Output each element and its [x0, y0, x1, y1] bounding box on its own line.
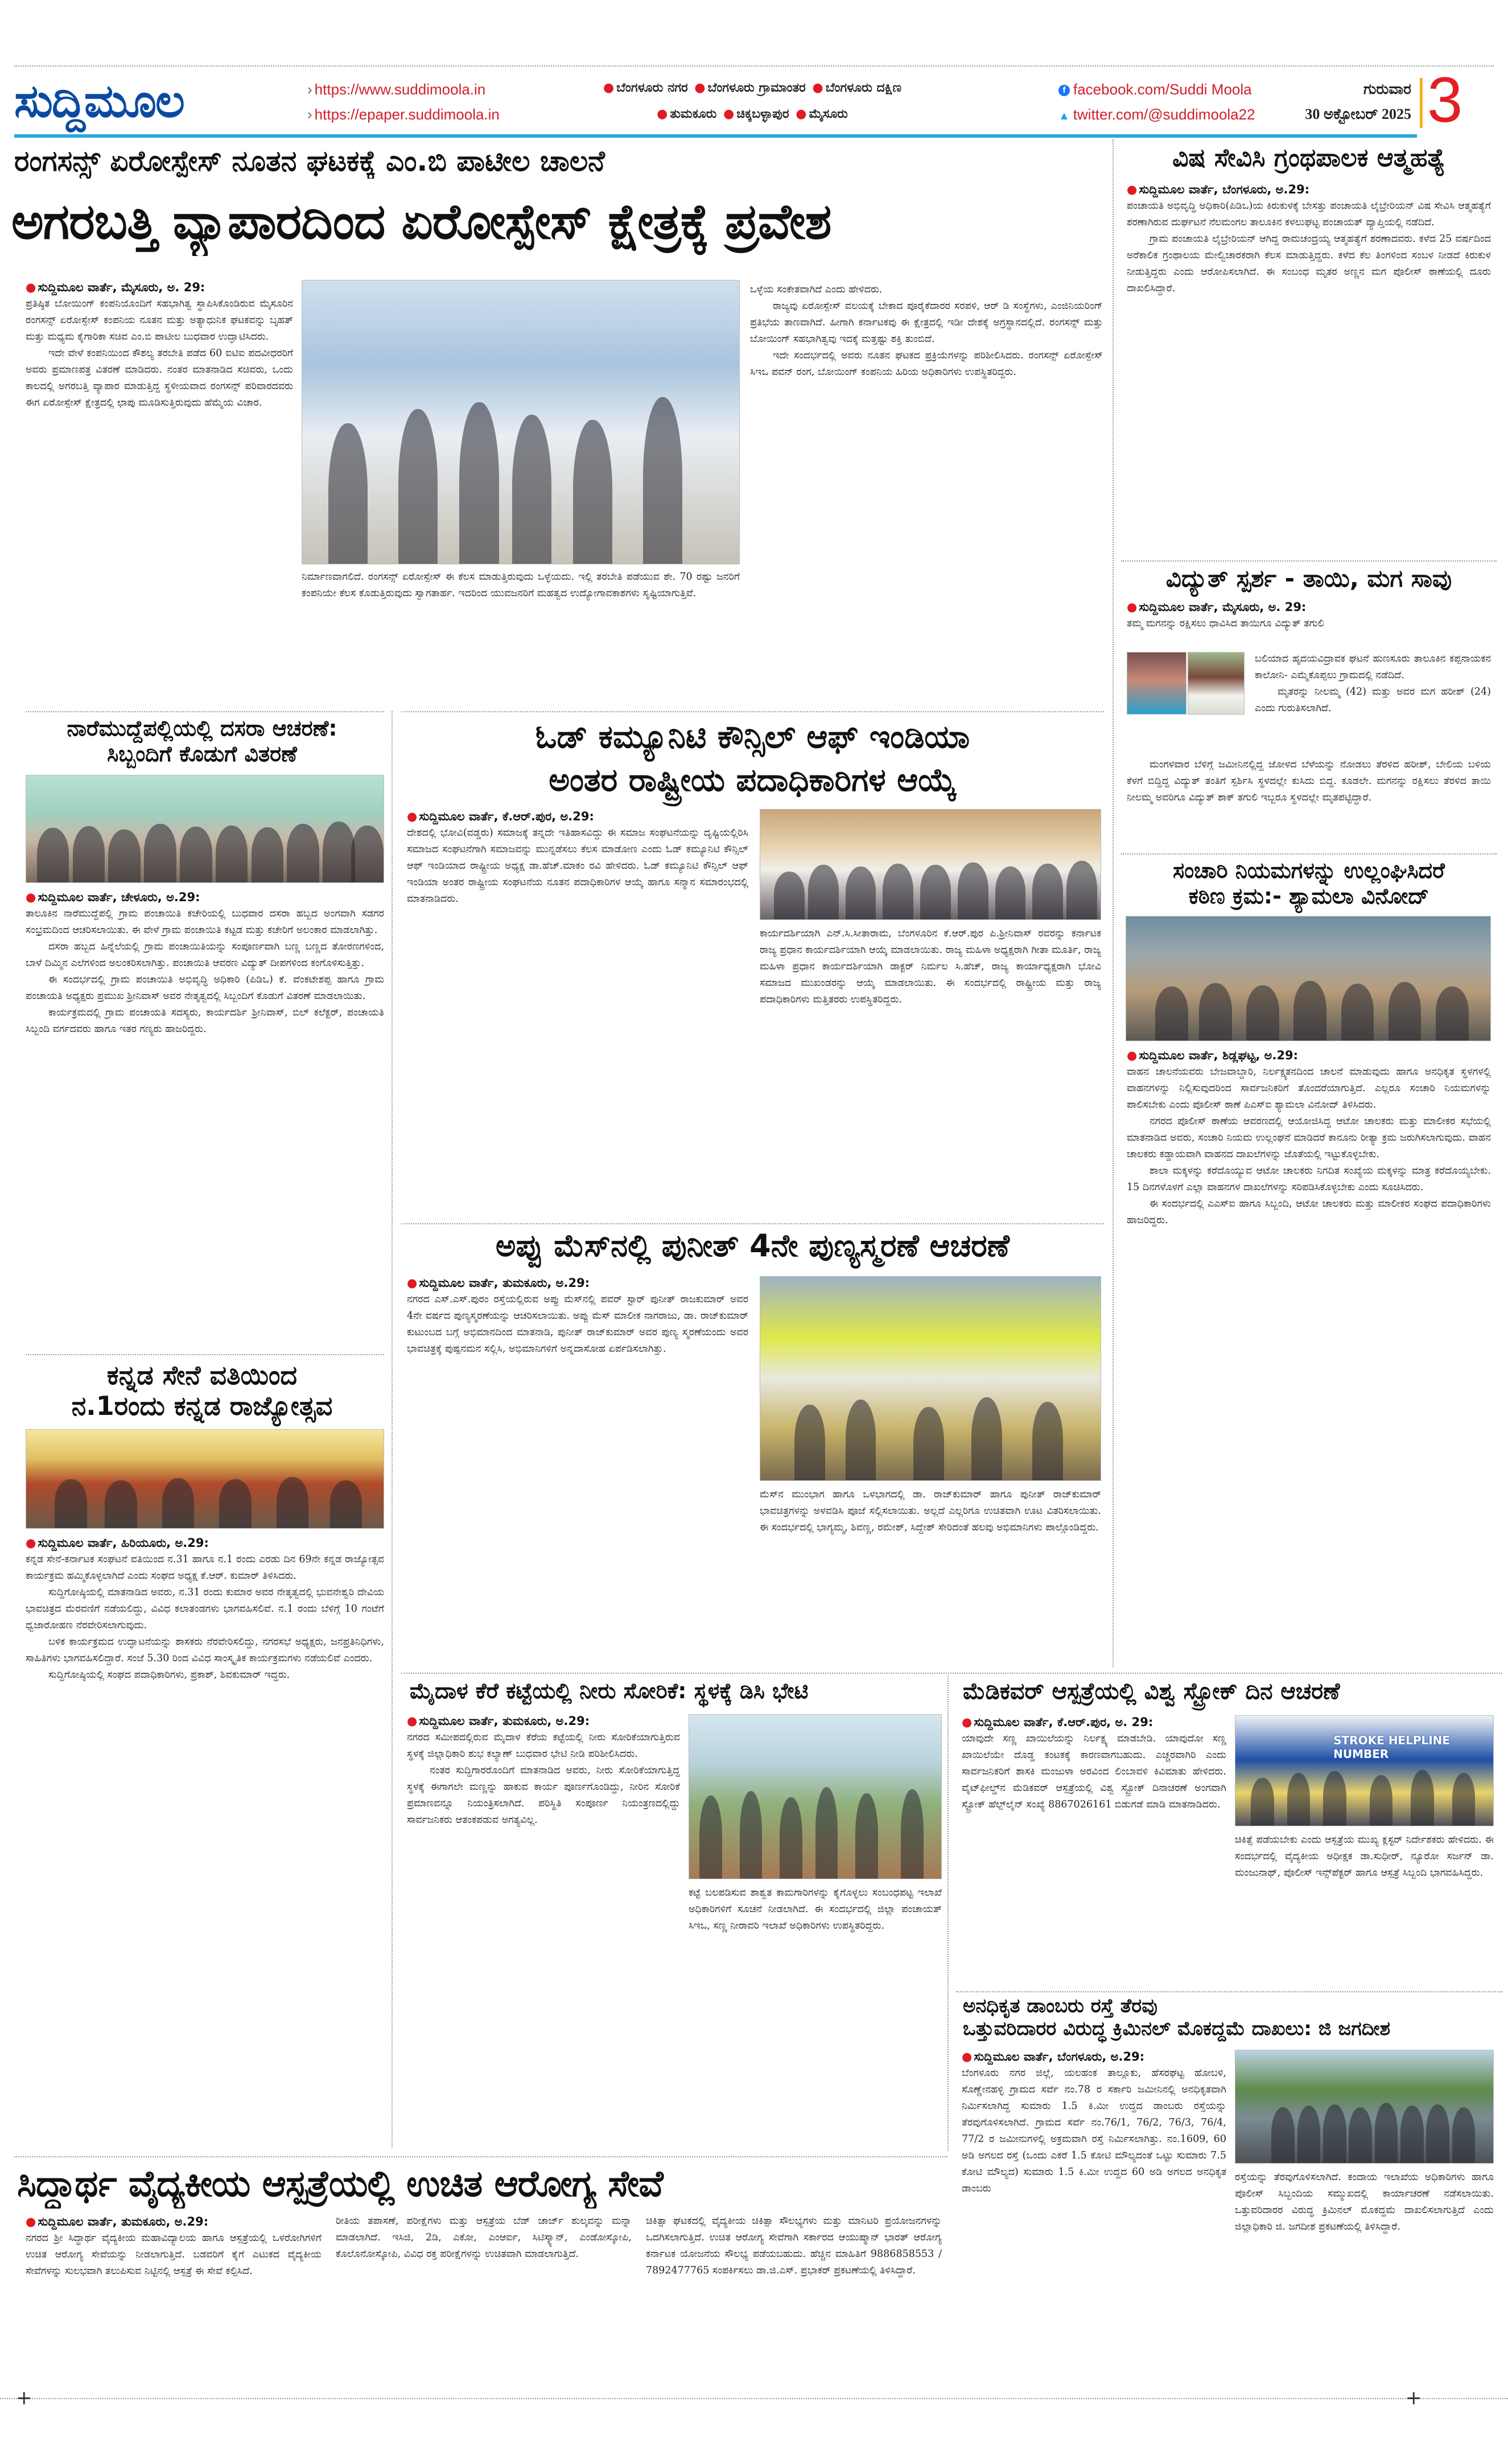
paragraph: ಗ್ರಾಮ ಪಂಚಾಯತಿ ಲೈಬ್ರೇರಿಯನ್ ಆಗಿದ್ದ ರಾಮಚಂದ್ರಯ್ಯ ಆತ್ಮಹತ್ಯೆಗೆ ಶರಣಾದವರು. ಕಳೆದ 25 ವರ್ಷದಿಂದ ಅರೆಕಾಲಿಕ ಗ್ರಂಥಾಲಯ ಮೇಲ್ವಿಚಾರಕರಾಗಿ ಕೆಲಸ ಮಾಡುತ್ತಿದ್ದರು. ಕಳೆದ ಕೆಲ ತಿಂಗಳಿಂದ ಸಂಬಳ ನೀಡದೆ ಕಿರುಕುಳ ನೀಡುತ್ತಿದ್ದರು ಎಂದು ಆರೋಪಿಸಲಾಗಿದೆ. ಈ ಸಂಬಂಧ ಮೃತರ ಅಣ್ಣನ ಮಗ ಪೊಲೀಸ್ ಠಾಣೆಯಲ್ಲಿ ದೂರು ದಾಖಲಿಸಿದ್ದಾರೆ. [1127, 233, 1491, 294]
masthead-bottom-rule [14, 134, 1417, 138]
victim-photo-son[interactable] [1188, 652, 1245, 715]
siddhartha-article-col2 [336, 2213, 632, 2263]
paragraph: ನಿರ್ಮಾಣವಾಗಲಿದೆ. ರಂಗಸನ್ಸ್ ಏರೋಸ್ಪೇಸ್ ಈ ಕೆಲಸ ಮಾಡುತ್ತಿರುವುದು ಒಳ್ಳೆಯದು. ಇಲ್ಲಿ ತರಬೇತಿ ಪಡೆಯುವ ಶೇ. 70 ರಷ್ಟು ಜನರಿಗೆ ಕಂಪನಿಯೇ ಕೆಲಸ ಕೊಡುತ್ತಿರುವುದು ಸ್ವಾಗತಾರ್ಹ. ಇದರಿಂದ ಯುವಜನರಿಗೆ ಮಹತ್ವದ ಉದ್ಯೋಗಾವಕಾಶಗಳು ಸೃಷ್ಟಿಯಾಗುತ್ತಿವೆ. [302, 571, 740, 599]
kannada-sene-article: ● ಸುದ್ದಿಮೂಲ ವಾರ್ತೆ, ಹಿರಿಯೂರು, ಅ.29: ಕನ್ನಡ ಸೇನೆ-ಕರ್ನಾಟಕ ಸಂಘಟನೆ ವತಿಯಿಂದ ನ.31 ಹಾಗೂ ನ.1 ರಂದು ಎರಡು ದಿನ 69ನೇ ಕನ್ನಡ ರಾಜ್ಯೋತ್ಸವ ಕಾರ್ಯಕ್ರಮ ಹಮ್ಮಿಕೊಳ್ಳಲಾಗಿದೆ ಎಂದು ಸಂಘದ ಅಧ್ಯಕ್ಷ ಕೆ.ಆರ್. ಕುಮಾರ್ ತಿಳಿಸಿದರು. ಸುದ್ದಿಗೋಷ್ಠಿಯಲ್ಲಿ ಮಾತನಾಡಿದ ಅವರು, ನ.31 ರಂದು ಕುಮಾರ ಅವರ ನೇತೃತ್ವದಲ್ಲಿ ಭುವನೇಶ್ವರಿ ದೇವಿಯ ಭಾವಚಿತ್ರದ ಮೆರವಣಿಗೆ ನಡೆಯಲಿದ್ದು, ವಿವಿಧ ಕಲಾತಂಡಗಳು ಭಾಗವಹಿಸಲಿವೆ. ನ.1 ರಂದು ಬೆಳಿಗ್ಗೆ 10 ಗಂಟೆಗೆ ಧ್ವಜಾರೋಹಣ ನೆರವೇರಿಸಲಾಗುವುದು. ಬಳಿಕ ಕಾರ್ಯಕ್ರಮದ ಉದ್ಘಾಟನೆಯನ್ನು ಶಾಸಕರು ನೆರವೇರಿಸಲಿದ್ದು, ನಗರಸಭೆ ಅಧ್ಯಕ್ಷರು, ಜನಪ್ರತಿನಿಧಿಗಳು, ಸಾಹಿತಿಗಳು ಭಾಗವಹಿಸಲಿದ್ದಾರೆ. ಸಂಜೆ 5.30 ರಿಂದ ವಿವಿಧ ಸಾಂಸ್ಕೃತಿಕ ಕಾರ್ಯಕ್ರಮಗಳು ನಡೆಯಲಿವೆ ಎಂದರು. ಸುದ್ದಿಗೋಷ್ಠಿಯಲ್ಲಿ ಸಂಘದ ಪದಾಧಿಕಾರಿಗಳು, ಪ್ರಕಾಶ್, ಶಿವಕುಮಾರ್ ಇದ್ದರು. [26, 1534, 384, 1683]
electrocution-article-cont [1255, 651, 1491, 717]
lead-photo-minister-inspection[interactable] [302, 280, 740, 564]
issue-date [1269, 77, 1411, 127]
paragraph: ನಂತರ ಸುದ್ದಿಗಾರರೊಂದಿಗೆ ಮಾತನಾಡಿದ ಅವರು, ನೀರು ಸೋರಿಕೆಯಾಗುತ್ತಿದ್ದ ಸ್ಥಳಕ್ಕೆ ಈಗಾಗಲೇ ಮಣ್ಣನ್ನು ಹಾಕುವ ಕಾರ್ಯ ಪೂರ್ಣಗೊಂಡಿದ್ದು, ನೀರಿನ ಸೋರಿಕೆ ಪ್ರಮಾಣವನ್ನೂ ನಿಯಂತ್ರಿಸಲಾಗಿದೆ. ಪರಿಸ್ಥಿತಿ ಸಂಪೂರ್ಣ ನಿಯಂತ್ರಣದಲ್ಲಿದ್ದು ಸಾರ್ವಜನಿಕರು ಆತಂಕಪಡುವ ಅಗತ್ಯವಿಲ್ಲ. [407, 1765, 680, 1826]
bullet-icon: ● [962, 1715, 973, 1729]
electrocution-article-tail [1127, 757, 1491, 806]
section-divider [956, 1991, 1502, 1992]
facebook-icon: f [1058, 85, 1070, 96]
paragraph: ನಗರದ ಶ್ರೀ ಸಿದ್ಧಾರ್ಥ ವೈದ್ಯಕೀಯ ಮಹಾವಿದ್ಯಾಲಯ ಹಾಗೂ ಆಸ್ಪತ್ರೆಯಲ್ಲಿ ಒಳರೋಗಿಗಳಿಗೆ ಉಚಿತ ಆರೋಗ್ಯ ಸೇವೆಯನ್ನು ನೀಡಲಾಗುತ್ತಿದೆ. ಬಡವರಿಗೆ ಕೈಗೆ ಎಟುಕದ ವೈದ್ಯಕೀಯ ಸೇವೆಗಳನ್ನು ಸುಲಭವಾಗಿ ತಲುಪಿಸುವ ನಿಟ್ಟಿನಲ್ಲಿ ಆಸ್ಪತ್ರೆ ಈ ಸೇವೆ ಕಲ್ಪಿಸಿದೆ. [26, 2232, 322, 2277]
maidala-lake-article-cont [689, 1885, 942, 1934]
dasara-headline[interactable]: ನಾರೆಮುದ್ದೆಪಲ್ಲಿಯಲ್ಲಿ ದಸರಾ ಆಚರಣೆ: ಸಿಬ್ಬಂದಿಗೆ ಕೊಡುಗೆ ವಿತರಣೆ [67, 716, 337, 766]
edition-regions [546, 75, 956, 127]
paragraph: ಕಟ್ಟೆ ಬಲಪಡಿಸುವ ಶಾಶ್ವತ ಕಾಮಗಾರಿಗಳನ್ನು ಕೈಗೊಳ್ಳಲು ಸಂಬಂಧಪಟ್ಟ ಇಲಾಖೆ ಅಧಿಕಾರಿಗಳಿಗೆ ಸೂಚನೆ ನೀಡಲಾಗಿದೆ. ಈ ಸಂದರ್ಭದಲ್ಲಿ ಜಿಲ್ಲಾ ಪಂಚಾಯತ್ ಸಿಇಒ, ಸಣ್ಣ ನೀರಾವರಿ ಇಲಾಖೆ ಅಧಿಕಾರಿಗಳು ಉಪಸ್ಥಿತರಿದ್ದರು. [689, 1887, 942, 1931]
paragraph: ತಮ್ಮ ಮಗನನ್ನು ರಕ್ಷಿಸಲು ಧಾವಿಸಿದ ತಾಯಿಗೂ ವಿದ್ಯುತ್ ತಗುಲಿ [1127, 618, 1324, 629]
section-divider [26, 711, 384, 712]
bullet-icon: ● [657, 107, 668, 121]
dasara-group-photo[interactable] [26, 775, 384, 883]
paragraph: ದಸರಾ ಹಬ್ಬದ ಹಿನ್ನೆಲೆಯಲ್ಲಿ ಗ್ರಾಮ ಪಂಚಾಯಿತಿಯನ್ನು ಸಂಪೂರ್ಣವಾಗಿ ಬಣ್ಣ ಬಣ್ಣದ ತೋರಣಗಳಿಂದ, ಬಾಳೆ ದಿಮ್ಮಿನ ಎಲೆಗಳಿಂದ ಅಲಂಕರಿಸಲಾಗಿತ್ತು. ಪಂಚಾಯಿತಿ ಆವರಣ ವಿದ್ಯುತ್ ದೀಪಗಳಿಂದ ಕಂಗೊಳಿಸುತ್ತಿತ್ತು. [26, 941, 384, 969]
section-divider [1121, 560, 1497, 562]
paragraph: ರೀತಿಯ ತಪಾಸಣೆ, ಪರೀಕ್ಷೆಗಳು ಮತ್ತು ಆಸ್ಪತ್ರೆಯ ಬೆಡ್ ಚಾರ್ಜ್ ಶುಲ್ಕವನ್ನು ಮನ್ನಾ ಮಾಡಲಾಗಿದೆ. ಇಸಿಜಿ, 2ಡಿ, ಎಕೋ, ಎಂಆರ್ಐ, ಸಿಟಿಸ್ಕ್ಯಾನ್, ಎಂಡೋಸ್ಕೋಪಿ, ಕೊಲೊನೋಸ್ಕೋಪಿ, ವಿವಿಧ ರಕ್ತ ಪರೀಕ್ಷೆಗಳನ್ನು ಉಚಿತವಾಗಿ ಮಾಡಲಾಗುತ್ತಿದೆ. [336, 2215, 632, 2260]
medicover-article-cont [1235, 1832, 1494, 1881]
kannada-sene-press-photo[interactable] [26, 1429, 384, 1529]
chevron-right-icon: › [307, 81, 312, 98]
paragraph: ಚಿಕಿತ್ಸೆ ಪಡೆಯಬೇಕು ಎಂದು ಆಸ್ಪತ್ರೆಯ ಮುಖ್ಯ ಕ್ಲಸ್ಟರ್ ನಿರ್ದೇಶಕರು ಹೇಳಿದರು. ಈ ಸಂದರ್ಭದಲ್ಲಿ ವೈದ್ಯಕೀಯ ಅಧೀಕ್ಷಕ ಡಾ.ಸುಧೀರ್, ನ್ಯೂರೋ ಸರ್ಜನ್ ಡಾ. ಮಂಜುನಾಥ್, ಪೊಲೀಸ್ ಇನ್ಸ್‌ಪೆಕ್ಟರ್ ಹಾಗೂ ಆಸ್ಪತ್ರೆ ಸಿಬ್ಬಂದಿ ಭಾಗವಹಿಸಿದ್ದರು. [1235, 1834, 1494, 1879]
odde-council-headline[interactable]: ಓಡ್ ಕಮ್ಯೂನಿಟಿ ಕೌನ್ಸಿಲ್ ಆಫ್ ಇಂಡಿಯಾ ಅಂತರ ರಾಷ್ಟ್ರೀಯ ಪದಾಧಿಕಾರಿಗಳ ಆಯ್ಕೆ [535, 719, 970, 799]
electrocution-headline[interactable]: ವಿದ್ಯುತ್ ಸ್ಪರ್ಶ - ತಾಯಿ, ಮಗ ಸಾವು [1165, 564, 1452, 592]
twitter-icon: ▲ [1058, 110, 1070, 122]
bullet-icon: ● [723, 107, 735, 121]
medicover-headline[interactable]: ಮೆಡಿಕವರ್ ಆಸ್ಪತ್ರೆಯಲ್ಲಿ ವಿಶ್ವ ಸ್ಟ್ರೋಕ್ ದಿನ ಆಚರಣೆ [963, 1678, 1340, 1704]
lead-article-col3 [750, 282, 1103, 381]
bullet-icon: ● [26, 280, 36, 294]
region-item: ಬೆಂಗಳೂರು ದಕ್ಷಿಣ [825, 81, 902, 95]
paragraph: ಇದೇ ವೇಳೆ ಕಂಪನಿಯಿಂದ ಕೌಶಲ್ಯ ತರಬೇತಿ ಪಡೆದ 60 ಐಟಿಐ ಪದವೀಧರರಿಗೆ ಅವರು ಪ್ರಮಾಣಪತ್ರ ವಿತರಣೆ ಮಾಡಿದರು. ನಂತರ ಮಾತನಾಡಿದ ಸಚಿವರು, ಒಂದು ಕಾಲದಲ್ಲಿ ಅಗರಬತ್ತಿ ವ್ಯಾಪಾರ ಮಾಡುತ್ತಿದ್ದ ಸ್ಥಳೀಯವಾದ ರಂಗಸನ್ಸ್ ಪರಿವಾರದವರು ಈಗ ಏರೋಸ್ಪೇಸ್ ಕ್ಷೇತ್ರದಲ್ಲಿ ಛಾಪು ಮೂಡಿಸುತ್ತಿರುವುದು ಹೆಮ್ಮೆಯ ವಿಚಾರ. [26, 348, 293, 408]
paragraph: ರಾಜ್ಯವು ಏರೋಸ್ಪೇಸ್ ವಲಯಕ್ಕೆ ಬೇಕಾದ ಪೂರೈಕೆದಾರರ ಸರಪಳಿ, ಆರ್ ಡಿ ಸಂಸ್ಥೆಗಳು, ಎಂಜಿನಿಯರಿಂಗ್ ಪ್ರತಿಭೆಯ ತಾಣವಾಗಿದೆ. ಹೀಗಾಗಿ ಕರ್ನಾಟಕವು ಈ ಕ್ಷೇತ್ರದಲ್ಲಿ ಇಡೀ ದೇಶಕ್ಕೆ ಅಗ್ರಸ್ಥಾನದಲ್ಲಿದೆ. ರಂಗಸನ್ಸ್ ಮತ್ತು ಬೋಯಿಂಗ್ ಸಹಭಾಗಿತ್ವವು ಇದಕ್ಕೆ ಮತ್ತಷ್ಟು ಶಕ್ತಿ ತುಂಬಿದೆ. [750, 300, 1103, 345]
appu-mess-headline[interactable]: ಅಪ್ಪು ಮೆಸ್‌ನಲ್ಲಿ ಪುನೀತ್ 4ನೇ ಪುಣ್ಯಸ್ಮರಣೆ ಆಚರಣೆ [495, 1228, 1010, 1264]
tar-road-article: ● ಸುದ್ದಿಮೂಲ ವಾರ್ತೆ, ಬೆಂಗಳೂರು, ಅ.29: ಬೆಂಗಳೂರು ನಗರ ಜಿಲ್ಲೆ, ಯಲಹಂಕ ತಾಲ್ಲೂಕು, ಹೆಸರಘಟ್ಟ ಹೋಬಳಿ, ಸೊಣ್ಣೇನಹಳ್ಳಿ ಗ್ರಾಮದ ಸರ್ವೆ ನಂ.78 ರ ಸರ್ಕಾರಿ ಜಮೀನಿನಲ್ಲಿ ಅನಧಿಕೃತವಾಗಿ ನಿರ್ಮಿಸಲಾಗಿದ್ದ ಸುಮಾರು 1.5 ಕಿ.ಮೀ ಉದ್ದದ ಡಾಂಬರು ರಸ್ತೆಯನ್ನು ತೆರವುಗೊಳಿಸಲಾಗಿದೆ. ಗ್ರಾಮದ ಸರ್ವೆ ನಂ.76/1, 76/2, 76/3, 76/4, 77/2 ರ ಜಮೀನುಗಳಲ್ಲಿ ಅಕ್ರಮವಾಗಿ ರಸ್ತೆ ನಿರ್ಮಿಸಲಾಗಿತ್ತು. ನಂ.1609, 60 ಅಡಿ ಅಗಲದ ರಸ್ತೆ (ಒಂದು ಎಕರೆ 1.5 ಕೋಟಿ ಮೌಲ್ಯದಂತೆ ಒಟ್ಟು ಸುಮಾರು 7.5 ಕೋಟಿ ಮೌಲ್ಯದ) ಸುಮಾರು 1.5 ಕಿ.ಮೀ ಉದ್ದದ 60 ಅಡಿ ಅಗಲದ ಅನಧಿಕೃತ ಡಾಂಬರು [962, 2048, 1226, 2197]
paragraph: ನಗರದ ಸಮೀಪದಲ್ಲಿರುವ ಮೈದಾಳ ಕೆರೆಯ ಕಟ್ಟೆಯಲ್ಲಿ ನೀರು ಸೋರಿಕೆಯಾಗುತ್ತಿರುವ ಸ್ಥಳಕ್ಕೆ ಜಿಲ್ಲಾಧಿಕಾರಿ ಶುಭ ಕಲ್ಯಾಣ್ ಬುಧವಾರ ಭೇಟಿ ನೀಡಿ ಪರಿಶೀಲಿಸಿದರು. [407, 1732, 680, 1760]
paragraph: ರಸ್ತೆಯನ್ನು ತೆರವುಗೊಳಿಸಲಾಗಿದೆ. ಕಂದಾಯ ಇಲಾಖೆಯ ಅಧಿಕಾರಿಗಳು ಹಾಗೂ ಪೊಲೀಸ್ ಸಿಬ್ಬಂದಿಯ ಸಮ್ಮುಖದಲ್ಲಿ ಕಾರ್ಯಾಚರಣೆ ನಡೆಸಲಾಯಿತು. ಒತ್ತುವರಿದಾರರ ವಿರುದ್ಧ ಕ್ರಿಮಿನಲ್ ಮೊಕದ್ದಮೆ ದಾಖಲಿಸಲಾಗುತ್ತಿದೆ ಎಂದು ಜಿಲ್ಲಾಧಿಕಾರಿ ಜಿ. ಜಗದೀಶ ಪ್ರಕಟಣೆಯಲ್ಲಿ ತಿಳಿಸಿದ್ದಾರೆ. [1235, 2172, 1494, 2232]
tar-road-headline[interactable]: ಅನಧಿಕೃತ ಡಾಂಬರು ರಸ್ತೆ ತೆರವು ಒತ್ತುವರಿದಾರರ ವಿರುದ್ಧ ಕ್ರಿಮಿನಲ್ ಮೊಕದ್ದಮೆ ದಾಖಲು: ಜಿ ಜಗದೀಶ [963, 1995, 1391, 2041]
maidala-lake-headline[interactable]: ಮೈದಾಳ ಕೆರೆ ಕಟ್ಟೆಯಲ್ಲಿ ನೀರು ಸೋರಿಕೆ: ಸ್ಥಳಕ್ಕೆ ಡಿಸಿ ಭೇಟಿ [410, 1678, 809, 1703]
section-divider [14, 2156, 947, 2157]
paragraph: ಒಳ್ಳೆಯ ಸಂಕೇತವಾಗಿದೆ ಎಂದು ಹೇಳಿದರು. [750, 284, 883, 295]
bullet-icon: ● [962, 2050, 973, 2063]
dasara-article: ● ಸುದ್ದಿಮೂಲ ವಾರ್ತೆ, ಚೇಳೂರು, ಅ.29: ತಾಲೂಕಿನ ನಾರೆಮುದ್ದೆಪಲ್ಲಿ ಗ್ರಾಮ ಪಂಚಾಯಿತಿ ಕಚೇರಿಯಲ್ಲಿ ಬುಧವಾರ ದಸರಾ ಹಬ್ಬದ ಅಂಗವಾಗಿ ಸಡಗರ ಸಂಭ್ರಮದಿಂದ ಆಚರಿಸಲಾಯಿತು. ಈ ವೇಳೆ ಗ್ರಾಮ ಪಂಚಾಯಿತಿ ಕಟ್ಟಡ ಮತ್ತು ಕಚೇರಿಗೆ ಅಲಂಕಾರ ಮಾಡಲಾಗಿತ್ತು. ದಸರಾ ಹಬ್ಬದ ಹಿನ್ನೆಲೆಯಲ್ಲಿ ಗ್ರಾಮ ಪಂಚಾಯಿತಿಯನ್ನು ಸಂಪೂರ್ಣವಾಗಿ ಬಣ್ಣ ಬಣ್ಣದ ತೋರಣಗಳಿಂದ, ಬಾಳೆ ದಿಮ್ಮಿನ ಎಲೆಗಳಿಂದ ಅಲಂಕರಿಸಲಾಗಿತ್ತು. ಪಂಚಾಯಿತಿ ಆವರಣ ವಿದ್ಯುತ್ ದೀಪಗಳಿಂದ ಕಂಗೊಳಿಸುತ್ತಿತ್ತು. ಈ ಸಂದರ್ಭದಲ್ಲಿ ಗ್ರಾಮ ಪಂಚಾಯಿತಿ ಅಭಿವೃದ್ಧಿ ಅಧಿಕಾರಿ (ಪಿಡಿಒ) ಕೆ. ವೆಂಕಟೇಶಪ್ಪ ಹಾಗೂ ಗ್ರಾಮ ಪಂಚಾಯತಿ ಅಧ್ಯಕ್ಷರು ಪ್ರಮುಖ ಶ್ರೀನಿವಾಸ್ ಅವರ ನೇತೃತ್ವದಲ್ಲಿ ಸಿಬ್ಬಂದಿಗೆ ಕೊಡುಗೆ ವಿತರಣೆ ಮಾಡಲಾಯಿತು. ಕಾರ್ಯಕ್ರಮದಲ್ಲಿ ಗ್ರಾಮ ಪಂಚಾಯತಿ ಸದಸ್ಯರು, ಕಾರ್ಯದರ್ಶಿ ಶ್ರೀನಿವಾಸ್, ಬಿಲ್ ಕಲೆಕ್ಟರ್, ಪಂಚಾಯತಿ ಸಿಬ್ಬಂದಿ ವರ್ಗದವರು ಹಾಗೂ ಇತರ ಗಣ್ಯರು ಹಾಜರಿದ್ದರು. [26, 889, 384, 1038]
paragraph: ತಾಲೂಕಿನ ನಾರೆಮುದ್ದೆಪಲ್ಲಿ ಗ್ರಾಮ ಪಂಚಾಯಿತಿ ಕಚೇರಿಯಲ್ಲಿ ಬುಧವಾರ ದಸರಾ ಹಬ್ಬದ ಅಂಗವಾಗಿ ಸಡಗರ ಸಂಭ್ರಮದಿಂದ ಆಚರಿಸಲಾಯಿತು. ಈ ವೇಳೆ ಗ್ರಾಮ ಪಂಚಾಯಿತಿ ಕಟ್ಟಡ ಮತ್ತು ಕಚೇರಿಗೆ ಅಲಂಕಾರ ಮಾಡಲಾಗಿತ್ತು. [26, 908, 384, 936]
stroke-banner-text: STROKE HELPLINE NUMBER [1333, 1733, 1451, 1761]
column-divider [392, 711, 393, 2148]
paragraph: ಬಲಿಯಾದ ಹೃದಯವಿದ್ರಾವಕ ಘಟನೆ ಹುಣಸೂರು ತಾಲೂಕಿನ ಕಪ್ಪನಾಯಕನ ಕಾಲೋನಿ- ಎಮ್ಮೆಕೊಪ್ಪಲು ಗ್ರಾಮದಲ್ಲಿ ನಡೆದಿದೆ. [1255, 653, 1491, 681]
paragraph: ಬಳಿಕ ಕಾರ್ಯಕ್ರಮದ ಉದ್ಘಾಟನೆಯನ್ನು ಶಾಸಕರು ನೆರವೇರಿಸಲಿದ್ದು, ನಗರಸಭೆ ಅಧ್ಯಕ್ಷರು, ಜನಪ್ರತಿನಿಧಿಗಳು, ಸಾಹಿತಿಗಳು ಭಾಗವಹಿಸಲಿದ್ದಾರೆ. ಸಂಜೆ 5.30 ರಿಂದ ವಿವಿಧ ಸಾಂಸ್ಕೃತಿಕ ಕಾರ್ಯಕ್ರಮಗಳು ನಡೆಯಲಿವೆ ಎಂದರು. [26, 1636, 384, 1664]
chevron-right-icon: › [307, 106, 312, 123]
social-links [1058, 77, 1255, 129]
paragraph: ದೇಶದಲ್ಲಿ ಭೋವಿ(ವಡ್ಡರು) ಸಮಾಜಕ್ಕೆ ತನ್ನದೇ ಇತಿಹಾಸವಿದ್ದು ಈ ಸಮಾಜ ಸಂಘಟನೆಯನ್ನು ದೃಷ್ಟಿಯಲ್ಲಿರಿಸಿ ಸಮಾಜದ ಸಂಘಟನೆಗಾಗಿ ಸಮಾಜವನ್ನು ಮುನ್ನಡೆಸಲು ಕೆಲಸ ಮಾಡೋಣ ಎಂದು ಓಡ್ ಕಮ್ಯೂನಿಟಿ ಕೌನ್ಸಿಲ್ ಆಫ್ ಇಂಡಿಯಾದ ರಾಷ್ಟ್ರೀಯ ಅಧ್ಯಕ್ಷ ಡಾ.ಹೆಚ್.ಮಾಕಂ ರವಿ ಹೇಳಿದರು. ಓಡ್ ಕಮ್ಯೂನಿಟಿ ಕೌನ್ಸಿಲ್ ಆಫ್ ಇಂಡಿಯಾ ಅಂತರ ರಾಷ್ಟ್ರೀಯ ಸಂಘಟನೆಯ ನೂತನ ಪದಾಧಿಕಾರಿಗಳ ಆಯ್ಕೆ ಹಾಗೂ ಸನ್ಮಾನ ಸಮಾರಂಭದಲ್ಲಿ ಮಾತನಾಡಿದರು. [407, 827, 748, 905]
paragraph: ಕಾರ್ಯಕ್ರಮದಲ್ಲಿ ಗ್ರಾಮ ಪಂಚಾಯತಿ ಸದಸ್ಯರು, ಕಾರ್ಯದರ್ಶಿ ಶ್ರೀನಿವಾಸ್, ಬಿಲ್ ಕಲೆಕ್ಟರ್, ಪಂಚಾಯತಿ ಸಿಬ್ಬಂದಿ ವರ್ಗದವರು ಹಾಗೂ ಇತರ ಗಣ್ಯರು ಹಾಜರಿದ್ದರು. [26, 1007, 384, 1035]
newspaper-logo[interactable]: ಸುದ್ದಿಮೂಲ [14, 75, 184, 127]
column-divider [1113, 139, 1114, 1667]
lead-headline[interactable]: ಅಗರಬತ್ತಿ ವ್ಯಾಪಾರದಿಂದ ಏರೋಸ್ಪೇಸ್ ಕ್ಷೇತ್ರಕ್ಕೆ ಪ್ರವೇಶ [11, 193, 831, 250]
traffic-article: ● ಸುದ್ದಿಮೂಲ ವಾರ್ತೆ, ಶಿಡ್ಲಘಟ್ಟ, ಅ.29: ವಾಹನ ಚಾಲನೆಯವರು ಬೇಜವಾಬ್ದಾರಿ, ನಿರ್ಲಕ್ಷ್ಯತನದಿಂದ ಚಾಲನೆ ಮಾಡುವುದು ಹಾಗೂ ಅನಧಿಕೃತ ಸ್ಥಳಗಳಲ್ಲಿ ವಾಹನಗಳನ್ನು ನಿಲ್ಲಿಸುವುದರಿಂದ ಸಾರ್ವಜನಿಕರಿಗೆ ತೊಂದರೆಯಾಗುತ್ತಿದೆ. ಎಲ್ಲರೂ ಸಂಚಾರಿ ನಿಯಮಗಳನ್ನು ಪಾಲಿಸಬೇಕು ಎಂದು ಪೊಲೀಸ್ ಠಾಣೆ ಪಿಎಸ್ಐ ಶ್ಯಾಮಲಾ ವಿನೋದ್ ತಿಳಿಸಿದರು. ನಗರದ ಪೊಲೀಸ್ ಠಾಣೆಯ ಆವರಣದಲ್ಲಿ ಆಯೋಜಿಸಿದ್ದ ಆಟೋ ಚಾಲಕರು ಮತ್ತು ಮಾಲೀಕರ ಸಭೆಯಲ್ಲಿ ಮಾತನಾಡಿದ ಅವರು, ಸಂಚಾರಿ ನಿಯಮ ಉಲ್ಲಂಘನೆ ಮಾಡಿದರೆ ಕಾನೂನು ರೀತ್ಯಾ ಕ್ರಮ ಜರುಗಿಸಲಾಗುವುದು. ವಾಹನ ಚಾಲಕರು ಕಡ್ಡಾಯವಾಗಿ ವಾಹನದ ದಾಖಲೆಗಳನ್ನು ಜೊತೆಯಲ್ಲಿ ಇಟ್ಟುಕೊಳ್ಳಬೇಕು. ಶಾಲಾ ಮಕ್ಕಳನ್ನು ಕರೆದೊಯ್ಯುವ ಆಟೋ ಚಾಲಕರು ನಿಗದಿತ ಸಂಖ್ಯೆಯ ಮಕ್ಕಳನ್ನು ಮಾತ್ರ ಕರೆದೊಯ್ಯಬೇಕು. 15 ದಿನಗಳೊಳಗೆ ಎಲ್ಲಾ ವಾಹನಗಳ ದಾಖಲೆಗಳನ್ನು ಸರಿಪಡಿಸಿಕೊಳ್ಳಬೇಕು ಎಂದು ಸೂಚಿಸಿದರು. ಈ ಸಂದರ್ಭದಲ್ಲಿ ಎಎಸ್ಐ ಹಾಗೂ ಸಿಬ್ಬಂದಿ, ಆಟೋ ಚಾಲಕರು ಮತ್ತು ಮಾಲೀಕರ ಸಂಘದ ಪದಾಧಿಕಾರಿಗಳು ಹಾಜರಿದ್ದರು. [1127, 1047, 1491, 1229]
region-item: ಬೆಂಗಳೂರು ಗ್ರಾಮಾಂತರ [707, 81, 806, 95]
lead-article-col1 [26, 279, 293, 671]
paragraph: ಮೃತರನ್ನು ನೀಲಮ್ಮ (42) ಮತ್ತು ಅವರ ಮಗ ಹರೀಶ್ (24) ಎಂದು ಗುರುತಿಸಲಾಗಿದೆ. [1255, 686, 1491, 714]
page-number-separator [1420, 78, 1423, 128]
date: 30 ಅಕ್ಟೋಬರ್ 2025 [1305, 106, 1411, 122]
paragraph: ಸುದ್ದಿಗೋಷ್ಠಿಯಲ್ಲಿ ಮಾತನಾಡಿದ ಅವರು, ನ.31 ರಂದು ಕುಮಾರ ಅವರ ನೇತೃತ್ವದಲ್ಲಿ ಭುವನೇಶ್ವರಿ ದೇವಿಯ ಭಾವಚಿತ್ರದ ಮೆರವಣಿಗೆ ನಡೆಯಲಿದ್ದು, ವಿವಿಧ ಕಲಾತಂಡಗಳು ಭಾಗವಹಿಸಲಿವೆ. ನ.1 ರಂದು ಬೆಳಿಗ್ಗೆ 10 ಗಂಟೆಗೆ ಧ್ವಜಾರೋಹಣ ನೆರವೇರಿಸಲಾಗುವುದು. [26, 1587, 384, 1631]
section-divider [401, 1223, 1104, 1224]
lead-kicker: ರಂಗಸನ್ಸ್ ಏರೋಸ್ಪೇಸ್ ನೂತನ ಘಟಕಕ್ಕೆ ಎಂ.ಬಿ ಪಾಟೀಲ ಚಾಲನೆ [14, 145, 605, 178]
bullet-icon: ● [26, 1536, 36, 1550]
medicover-article: ● ಸುದ್ದಿಮೂಲ ವಾರ್ತೆ, ಕೆ.ಆರ್.ಪುರ, ಅ. 29: ಯಾವುದೇ ಸಣ್ಣ ಖಾಯಿಲೆಯನ್ನು ನಿರ್ಲಕ್ಷ್ಯ ಮಾಡಬೇಡಿ. ಯಾವುದೋ ಸಣ್ಣ ಖಾಯಿಲೆಯೇ ದೊಡ್ಡ ಕಂಟಕಕ್ಕೆ ಕಾರಣವಾಗಬಹುದು. ಎಚ್ಚರವಾಗಿರಿ ಎಂದು ಸಾರ್ವಜನಿಕರಿಗೆ ಶಾಸಕಿ ಮಂಜುಳಾ ಅರವಿಂದ ಲಿಂಬಾವಳಿ ಕಿವಿಮಾತು ಹೇಳಿದರು. ವೈಟ್‌ಫೀಲ್ಡ್‌ನ ಮೆಡಿಕವರ್ ಆಸ್ಪತ್ರೆಯಲ್ಲಿ ವಿಶ್ವ ಸ್ಟ್ರೋಕ್ ದಿನಾಚರಣೆ ಅಂಗವಾಗಿ ಸ್ಟ್ರೋಕ್ ಹೆಲ್ಪ್‌ಲೈನ್ ಸಂಖ್ಯೆ 8867026161 ಬಿಡುಗಡೆ ಮಾಡಿ ಮಾತನಾಡಿದರು. [962, 1714, 1226, 1813]
bullet-icon: ● [796, 107, 807, 121]
paragraph: ಯಾವುದೇ ಸಣ್ಣ ಖಾಯಿಲೆಯನ್ನು ನಿರ್ಲಕ್ಷ್ಯ ಮಾಡಬೇಡಿ. ಯಾವುದೋ ಸಣ್ಣ ಖಾಯಿಲೆಯೇ ದೊಡ್ಡ ಕಂಟಕಕ್ಕೆ ಕಾರಣವಾಗಬಹುದು. ಎಚ್ಚರವಾಗಿರಿ ಎಂದು ಸಾರ್ವಜನಿಕರಿಗೆ ಶಾಸಕಿ ಮಂಜುಳಾ ಅರವಿಂದ ಲಿಂಬಾವಳಿ ಕಿವಿಮಾತು ಹೇಳಿದರು. ವೈಟ್‌ಫೀಲ್ಡ್‌ನ ಮೆಡಿಕವರ್ ಆಸ್ಪತ್ರೆಯಲ್ಲಿ ವಿಶ್ವ ಸ್ಟ್ರೋಕ್ ದಿನಾಚರಣೆ ಅಂಗವಾಗಿ ಸ್ಟ್ರೋಕ್ ಹೆಲ್ಪ್‌ಲೈನ್ ಸಂಖ್ಯೆ 8867026161 ಬಿಡುಗಡೆ ಮಾಡಿ ಮಾತನಾಡಿದರು. [962, 1733, 1226, 1810]
tar-road-article-cont [1235, 2169, 1494, 2235]
twitter-link[interactable]: twitter.com/@suddimoola22 [1073, 106, 1255, 123]
facebook-link[interactable]: facebook.com/Suddi Moola [1073, 81, 1252, 98]
odde-council-article-cont [760, 926, 1101, 1008]
website-links [307, 77, 500, 127]
paragraph: ಈ ಸಂದರ್ಭದಲ್ಲಿ ಗ್ರಾಮ ಪಂಚಾಯಿತಿ ಅಭಿವೃದ್ಧಿ ಅಧಿಕಾರಿ (ಪಿಡಿಒ) ಕೆ. ವೆಂಕಟೇಶಪ್ಪ ಹಾಗೂ ಗ್ರಾಮ ಪಂಚಾಯತಿ ಅಧ್ಯಕ್ಷರು ಪ್ರಮುಖ ಶ್ರೀನಿವಾಸ್ ಅವರ ನೇತೃತ್ವದಲ್ಲಿ ಸಿಬ್ಬಂದಿಗೆ ಕೊಡುಗೆ ವಿತರಣೆ ಮಾಡಲಾಯಿತು. [26, 974, 384, 1002]
paragraph: ವಾಹನ ಚಾಲನೆಯವರು ಬೇಜವಾಬ್ದಾರಿ, ನಿರ್ಲಕ್ಷ್ಯತನದಿಂದ ಚಾಲನೆ ಮಾಡುವುದು ಹಾಗೂ ಅನಧಿಕೃತ ಸ್ಥಳಗಳಲ್ಲಿ ವಾಹನಗಳನ್ನು ನಿಲ್ಲಿಸುವುದರಿಂದ ಸಾರ್ವಜನಿಕರಿಗೆ ತೊಂದರೆಯಾಗುತ್ತಿದೆ. ಎಲ್ಲರೂ ಸಂಚಾರಿ ನಿಯಮಗಳನ್ನು ಪಾಲಿಸಬೇಕು ಎಂದು ಪೊಲೀಸ್ ಠಾಣೆ ಪಿಎಸ್ಐ ಶ್ಯಾಮಲಾ ವಿನೋದ್ ತಿಳಿಸಿದರು. [1127, 1066, 1491, 1111]
appu-mess-article-cont [760, 1487, 1101, 1536]
paragraph: ಪಂಚಾಯತಿ ಅಭಿವೃದ್ಧಿ ಅಧಿಕಾರಿ(ಪಿಡಿಒ)ಯ ಕಿರುಕುಳಕ್ಕೆ ಬೇಸತ್ತು ಪಂಚಾಯತಿ ಲೈಬ್ರೇರಿಯನ್ ವಿಷ ಸೇವಿಸಿ ಆತ್ಮಹತ್ಯೆಗೆ ಶರಣಾಗಿರುವ ದುರ್ಘಟನೆ ನೆಲಮಂಗಲ ತಾಲೂಕಿನ ಕಳಲುಘಟ್ಟ ಪಂಚಾಯತ್ ವ್ಯಾಪ್ತಿಯಲ್ಲಿ ನಡೆದಿದೆ. [1127, 200, 1491, 228]
paragraph: ಮೆಸ್‌ನ ಮುಂಭಾಗ ಹಾಗೂ ಒಳಭಾಗದಲ್ಲಿ ಡಾ. ರಾಜ್‌ಕುಮಾರ್ ಹಾಗೂ ಪುನೀತ್ ರಾಜ್‌ಕುಮಾರ್ ಭಾವಚಿತ್ರಗಳನ್ನು ಅಳವಡಿಸಿ ಪೂಜೆ ಸಲ್ಲಿಸಲಾಯಿತು. ಅಲ್ಲದೆ ಎಲ್ಲರಿಗೂ ಉಚಿತವಾಗಿ ಊಟ ವಿತರಿಸಲಾಯಿತು. ಈ ಸಂದರ್ಭದಲ್ಲಿ ಭಾಗ್ಯಮ್ಮ, ಶಿವಣ್ಣ, ರಮೇಶ್, ಸಿದ್ದೇಶ್ ಸೇರಿದಂತೆ ಹಲವು ಅಭಿಮಾನಿಗಳು ಪಾಲ್ಗೊಂಡಿದ್ದರು. [760, 1489, 1101, 1533]
bullet-icon: ● [1127, 600, 1138, 614]
paragraph: ಚಿಕಿತ್ಸಾ ಘಟಕದಲ್ಲಿ ವೈದ್ಯಕೀಯ ಚಿಕಿತ್ಸಾ ಸೌಲಭ್ಯಗಳು ಮತ್ತು ಮಾನಿಟರಿ ಪ್ರಯೋಜನಗಳನ್ನು ಒದಗಿಸಲಾಗುತ್ತಿದೆ. ಉಚಿತ ಆರೋಗ್ಯ ಸೇವೆಗಾಗಿ ಸರ್ಕಾರದ ಆಯುಷ್ಮಾನ್ ಭಾರತ್ ಆರೋಗ್ಯ ಕರ್ನಾಟಕ ಯೋಜನೆಯ ಸೌಲಭ್ಯ ಪಡೆಯಬಹುದು. ಹೆಚ್ಚಿನ ಮಾಹಿತಿಗೆ 9886858553 / 7892477765 ಸಂಪರ್ಕಿಸಲು ಡಾ.ಜಿ.ಎಸ್. ಪ್ರಭಾಕರ್ ಪ್ರಕಟಣೆಯಲ್ಲಿ ತಿಳಿಸಿದ್ದಾರೆ. [646, 2215, 942, 2276]
kannada-sene-headline[interactable]: ಕನ್ನಡ ಸೇನೆ ವತಿಯಿಂದ ನ.1ರಂದು ಕನ್ನಡ ರಾಜ್ಯೋತ್ಸವ [71, 1360, 333, 1422]
bullet-icon: ● [26, 890, 36, 904]
bullet-icon: ● [1127, 183, 1138, 196]
bullet-icon: ● [26, 2215, 36, 2228]
electrocution-article: ● ಸುದ್ದಿಮೂಲ ವಾರ್ತೆ, ಮೈಸೂರು, ಅ. 29: ತಮ್ಮ ಮಗನನ್ನು ರಕ್ಷಿಸಲು ಧಾವಿಸಿದ ತಾಯಿಗೂ ವಿದ್ಯುತ್ ತಗುಲಿ [1127, 599, 1491, 632]
bullet-icon: ● [603, 81, 615, 95]
traffic-headline[interactable]: ಸಂಚಾರಿ ನಿಯಮಗಳನ್ನು ಉಲ್ಲಂಘಿಸಿದರೆ ಕಠಿಣ ಕ್ರಮ:- ಶ್ಯಾಮಲಾ ವಿನೋದ್ [1173, 858, 1445, 909]
lead-byline: ● ಸುದ್ದಿಮೂಲ ವಾರ್ತೆ, ಮೈಸೂರು, ಅ. 29: [26, 280, 205, 294]
dc-lake-visit-photo[interactable] [689, 1714, 942, 1879]
region-item: ಮೈಸೂರು [809, 107, 848, 121]
bullet-icon: ● [812, 81, 823, 95]
librarian-headline[interactable]: ವಿಷ ಸೇವಿಸಿ ಗ್ರಂಥಪಾಲಕ ಆತ್ಮಹತ್ಯೆ [1172, 143, 1445, 172]
region-item: ಬೆಂಗಳೂರು ನಗರ [616, 81, 688, 95]
website-link[interactable]: https://www.suddimoola.in [314, 81, 486, 98]
maidala-lake-article: ● ಸುದ್ದಿಮೂಲ ವಾರ್ತೆ, ತುಮಕೂರು, ಅ.29: ನಗರದ ಸಮೀಪದಲ್ಲಿರುವ ಮೈದಾಳ ಕೆರೆಯ ಕಟ್ಟೆಯಲ್ಲಿ ನೀರು ಸೋರಿಕೆಯಾಗುತ್ತಿರುವ ಸ್ಥಳಕ್ಕೆ ಜಿಲ್ಲಾಧಿಕಾರಿ ಶುಭ ಕಲ್ಯಾಣ್ ಬುಧವಾರ ಭೇಟಿ ನೀಡಿ ಪರಿಶೀಲಿಸಿದರು. ನಂತರ ಸುದ್ದಿಗಾರರೊಂದಿಗೆ ಮಾತನಾಡಿದ ಅವರು, ನೀರು ಸೋರಿಕೆಯಾಗುತ್ತಿದ್ದ ಸ್ಥಳಕ್ಕೆ ಈಗಾಗಲೇ ಮಣ್ಣನ್ನು ಹಾಕುವ ಕಾರ್ಯ ಪೂರ್ಣಗೊಂಡಿದ್ದು, ನೀರಿನ ಸೋರಿಕೆ ಪ್ರಮಾಣವನ್ನೂ ನಿಯಂತ್ರಿಸಲಾಗಿದೆ. ಪರಿಸ್ಥಿತಿ ಸಂಪೂರ್ಣ ನಿಯಂತ್ರಣದಲ್ಲಿದ್ದು ಸಾರ್ವಜನಿಕರು ಆತಂಕಪಡುವ ಅಗತ್ಯವಿಲ್ಲ. [407, 1712, 680, 1829]
bullet-icon: ● [407, 1714, 418, 1728]
odde-council-article: ● ಸುದ್ದಿಮೂಲ ವಾರ್ತೆ, ಕೆ.ಆರ್.ಪುರ, ಅ.29: ದೇಶದಲ್ಲಿ ಭೋವಿ(ವಡ್ಡರು) ಸಮಾಜಕ್ಕೆ ತನ್ನದೇ ಇತಿಹಾಸವಿದ್ದು ಈ ಸಮಾಜ ಸಂಘಟನೆಯನ್ನು ದೃಷ್ಟಿಯಲ್ಲಿರಿಸಿ ಸಮಾಜದ ಸಂಘಟನೆಗಾಗಿ ಸಮಾಜವನ್ನು ಮುನ್ನಡೆಸಲು ಕೆಲಸ ಮಾಡೋಣ ಎಂದು ಓಡ್ ಕಮ್ಯೂನಿಟಿ ಕೌನ್ಸಿಲ್ ಆಫ್ ಇಂಡಿಯಾದ ರಾಷ್ಟ್ರೀಯ ಅಧ್ಯಕ್ಷ ಡಾ.ಹೆಚ್.ಮಾಕಂ ರವಿ ಹೇಳಿದರು. ಓಡ್ ಕಮ್ಯೂನಿಟಿ ಕೌನ್ಸಿಲ್ ಆಫ್ ಇಂಡಿಯಾ ಅಂತರ ರಾಷ್ಟ್ರೀಯ ಸಂಘಟನೆಯ ನೂತನ ಪದಾಧಿಕಾರಿಗಳ ಆಯ್ಕೆ ಹಾಗೂ ಸನ್ಮಾನ ಸಮಾರಂಭದಲ್ಲಿ ಮಾತನಾಡಿದರು. [407, 808, 748, 907]
siddhartha-article-col3 [646, 2213, 942, 2279]
paragraph: ಸುದ್ದಿಗೋಷ್ಠಿಯಲ್ಲಿ ಸಂಘದ ಪದಾಧಿಕಾರಿಗಳು, ಪ್ರಕಾಶ್, ಶಿವಕುಮಾರ್ ಇದ್ದರು. [48, 1669, 290, 1681]
section-divider [26, 1354, 384, 1355]
region-item: ಚಿಕ್ಕಬಳ್ಳಾಪುರ [736, 107, 789, 121]
road-clearance-photo[interactable] [1235, 2050, 1494, 2164]
traffic-meeting-photo[interactable] [1126, 916, 1491, 1041]
bullet-icon: ● [407, 810, 418, 823]
paragraph: ಪ್ರತಿಷ್ಠಿತ ಬೋಯಿಂಗ್ ಕಂಪನಿಯೊಂದಿಗೆ ಸಹಭಾಗಿತ್ವ ಸ್ಥಾಪಿಸಿಕೊಂಡಿರುವ ಮೈಸೂರಿನ ರಂಗಸನ್ಸ್ ಏರೋಸ್ಪೇಸ್ ಕಂಪನಿಯ ನೂತನ ಮತ್ತು ಅತ್ಯಾಧುನಿಕ ಘಟಕವನ್ನು ಬೃಹತ್ ಮತ್ತು ಮಧ್ಯಮ ಕೈಗಾರಿಕಾ ಸಚಿವ ಎಂ.ಬಿ ಪಾಟೀಲ ಬುಧವಾರ ಉದ್ಘಾಟಿಸಿದರು. [26, 298, 293, 342]
paragraph: ಮಂಗಳವಾರ ಬೆಳಿಗ್ಗೆ ಜಮೀನಿನಲ್ಲಿದ್ದ ಜೋಳದ ಬೆಳೆಯನ್ನು ನೋಡಲು ತೆರಳಿದ ಹರೀಶ್, ಬೇಲಿಯ ಬಳಿಯ ಕೆಳಗೆ ಬಿದ್ದಿದ್ದ ವಿದ್ಯುತ್ ತಂತಿಗೆ ಸ್ಪರ್ಶಿಸಿ ಸ್ಥಳದಲ್ಲೇ ಕುಸಿದು ಬಿದ್ದ. ಕೂಡಲೇ. ಮಗನನ್ನು ರಕ್ಷಿಸಲು ತೆರಳಿದ ತಾಯಿ ನೀಲಮ್ಮ ಅವರಿಗೂ ವಿದ್ಯುತ್ ಶಾಕ್ ತಗುಲಿ ಇಬ್ಬರೂ ಸ್ಥಳದಲ್ಲೇ ಮೃತಪಟ್ಟಿದ್ದಾರೆ. [1127, 759, 1491, 803]
paragraph: ಬೆಂಗಳೂರು ನಗರ ಜಿಲ್ಲೆ, ಯಲಹಂಕ ತಾಲ್ಲೂಕು, ಹೆಸರಘಟ್ಟ ಹೋಬಳಿ, ಸೊಣ್ಣೇನಹಳ್ಳಿ ಗ್ರಾಮದ ಸರ್ವೆ ನಂ.78 ರ ಸರ್ಕಾರಿ ಜಮೀನಿನಲ್ಲಿ ಅನಧಿಕೃತವಾಗಿ ನಿರ್ಮಿಸಲಾಗಿದ್ದ ಸುಮಾರು 1.5 ಕಿ.ಮೀ ಉದ್ದದ ಡಾಂಬರು ರಸ್ತೆಯನ್ನು ತೆರವುಗೊಳಿಸಲಾಗಿದೆ. ಗ್ರಾಮದ ಸರ್ವೆ ನಂ.76/1, 76/2, 76/3, 76/4, 77/2 ರ ಜಮೀನುಗಳಲ್ಲಿ ಅಕ್ರಮವಾಗಿ ರಸ್ತೆ ನಿರ್ಮಿಸಲಾಗಿತ್ತು. ನಂ.1609, 60 ಅಡಿ ಅಗಲದ ರಸ್ತೆ (ಒಂದು ಎಕರೆ 1.5 ಕೋಟಿ ಮೌಲ್ಯದಂತೆ ಒಟ್ಟು ಸುಮಾರು 7.5 ಕೋಟಿ ಮೌಲ್ಯದ) ಸುಮಾರು 1.5 ಕಿ.ಮೀ ಉದ್ದದ 60 ಅಡಿ ಅಗಲದ ಅನಧಿಕೃತ ಡಾಂಬರು [962, 2067, 1226, 2194]
column-divider [947, 1675, 949, 2151]
lead-article-col2 [302, 569, 740, 602]
paragraph: ನಗರದ ಪೊಲೀಸ್ ಠಾಣೆಯ ಆವರಣದಲ್ಲಿ ಆಯೋಜಿಸಿದ್ದ ಆಟೋ ಚಾಲಕರು ಮತ್ತು ಮಾಲೀಕರ ಸಭೆಯಲ್ಲಿ ಮಾತನಾಡಿದ ಅವರು, ಸಂಚಾರಿ ನಿಯಮ ಉಲ್ಲಂಘನೆ ಮಾಡಿದರೆ ಕಾನೂನು ರೀತ್ಯಾ ಕ್ರಮ ಜರುಗಿಸಲಾಗುವುದು. ವಾಹನ ಚಾಲಕರು ಕಡ್ಡಾಯವಾಗಿ ವಾಹನದ ದಾಖಲೆಗಳನ್ನು ಜೊತೆಯಲ್ಲಿ ಇಟ್ಟುಕೊಳ್ಳಬೇಕು. [1127, 1116, 1491, 1160]
stroke-day-photo[interactable] [1235, 1715, 1494, 1826]
masthead-top-rule [14, 65, 1494, 67]
bullet-icon: ● [694, 81, 706, 95]
section-divider [1121, 853, 1497, 855]
paragraph: ಕನ್ನಡ ಸೇನೆ-ಕರ್ನಾಟಕ ಸಂಘಟನೆ ವತಿಯಿಂದ ನ.31 ಹಾಗೂ ನ.1 ರಂದು ಎರಡು ದಿನ 69ನೇ ಕನ್ನಡ ರಾಜ್ಯೋತ್ಸವ ಕಾರ್ಯಕ್ರಮ ಹಮ್ಮಿಕೊಳ್ಳಲಾಗಿದೆ ಎಂದು ಸಂಘದ ಅಧ್ಯಕ್ಷ ಕೆ.ಆರ್. ಕುಮಾರ್ ತಿಳಿಸಿದರು. [26, 1554, 384, 1582]
epaper-link[interactable]: https://epaper.suddimoola.in [314, 106, 500, 123]
librarian-article: ● ಸುದ್ದಿಮೂಲ ವಾರ್ತೆ, ಬೆಂಗಳೂರು, ಅ.29: ಪಂಚಾಯತಿ ಅಭಿವೃದ್ಧಿ ಅಧಿಕಾರಿ(ಪಿಡಿಒ)ಯ ಕಿರುಕುಳಕ್ಕೆ ಬೇಸತ್ತು ಪಂಚಾಯತಿ ಲೈಬ್ರೇರಿಯನ್ ವಿಷ ಸೇವಿಸಿ ಆತ್ಮಹತ್ಯೆಗೆ ಶರಣಾಗಿರುವ ದುರ್ಘಟನೆ ನೆಲಮಂಗಲ ತಾಲೂಕಿನ ಕಳಲುಘಟ್ಟ ಪಂಚಾಯತ್ ವ್ಯಾಪ್ತಿಯಲ್ಲಿ ನಡೆದಿದೆ. ಗ್ರಾಮ ಪಂಚಾಯತಿ ಲೈಬ್ರೇರಿಯನ್ ಆಗಿದ್ದ ರಾಮಚಂದ್ರಯ್ಯ ಆತ್ಮಹತ್ಯೆಗೆ ಶರಣಾದವರು. ಕಳೆದ 25 ವರ್ಷದಿಂದ ಅರೆಕಾಲಿಕ ಗ್ರಂಥಾಲಯ ಮೇಲ್ವಿಚಾರಕರಾಗಿ ಕೆಲಸ ಮಾಡುತ್ತಿದ್ದರು. ಕಳೆದ ಕೆಲ ತಿಂಗಳಿಂದ ಸಂಬಳ ನೀಡದೆ ಕಿರುಕುಳ ನೀಡುತ್ತಿದ್ದರು ಎಂದು ಆರೋಪಿಸಲಾಗಿದೆ. ಈ ಸಂಬಂಧ ಮೃತರ ಅಣ್ಣನ ಮಗ ಪೊಲೀಸ್ ಠಾಣೆಯಲ್ಲಿ ದೂರು ದಾಖಲಿಸಿದ್ದಾರೆ. [1127, 181, 1491, 297]
siddhartha-headline[interactable]: ಸಿದ್ಧಾರ್ಥ ವೈದ್ಯಕೀಯ ಆಸ್ಪತ್ರೆಯಲ್ಲಿ ಉಚಿತ ಆರೋಗ್ಯ ಸೇವೆ [17, 2163, 663, 2205]
crop-mark-icon: + [16, 2387, 32, 2409]
paragraph: ಶಾಲಾ ಮಕ್ಕಳನ್ನು ಕರೆದೊಯ್ಯುವ ಆಟೋ ಚಾಲಕರು ನಿಗದಿತ ಸಂಖ್ಯೆಯ ಮಕ್ಕಳನ್ನು ಮಾತ್ರ ಕರೆದೊಯ್ಯಬೇಕು. 15 ದಿನಗಳೊಳಗೆ ಎಲ್ಲಾ ವಾಹನಗಳ ದಾಖಲೆಗಳನ್ನು ಸರಿಪಡಿಸಿಕೊಳ್ಳಬೇಕು ಎಂದು ಸೂಚಿಸಿದರು. [1127, 1165, 1491, 1193]
crop-mark-icon: + [1406, 2387, 1422, 2409]
paragraph: ಕಾರ್ಯದರ್ಶಿಯಾಗಿ ಎನ್.ಸಿ.ಸೀತಾರಾಮ, ಬೆಂಗಳೂರಿನ ಕೆ.ಆರ್.ಪುರ ಪಿ.ಶ್ರೀನಿವಾಸ್ ರವರನ್ನು ಕರ್ನಾಟಕ ರಾಜ್ಯ ಪ್ರಧಾನ ಕಾರ್ಯದರ್ಶಿಯಾಗಿ ಆಯ್ಕೆ ಮಾಡಲಾಯಿತು. ರಾಜ್ಯ ಮಹಿಳಾ ಅಧ್ಯಕ್ಷರಾಗಿ ಗೀತಾ ಮೂರ್ತಿ, ರಾಜ್ಯ ಮಹಿಳಾ ಪ್ರಧಾನ ಕಾರ್ಯದರ್ಶಿಯಾಗಿ ಡಾಕ್ಟರ್ ನಿರ್ಮಲ ಸಿ.ಹೆಚ್, ರಾಜ್ಯ ಕಾರ್ಯಾಧ್ಯಕ್ಷರಾಗಿ ಭೋವಿ ಸಮಾಜದ ಮುಖಂಡರನ್ನು ಆಯ್ಕೆ ಮಾಡಲಾಯಿತು. ಈ ಸಂದರ್ಭದಲ್ಲಿ ರಾಷ್ಟ್ರೀಯ ಮತ್ತು ರಾಜ್ಯ ಪದಾಧಿಕಾರಿಗಳು ಮತ್ತಿತರರು ಉಪಸ್ಥಿತರಿದ್ದರು. [760, 928, 1101, 1005]
region-item: ತುಮಕೂರು [670, 107, 717, 121]
appu-mess-tribute-photo[interactable] [760, 1276, 1101, 1481]
section-divider [401, 1673, 1502, 1674]
weekday: ಗುರುವಾರ [1363, 81, 1411, 97]
section-divider [401, 711, 1104, 712]
paragraph: ಇದೇ ಸಂದರ್ಭದಲ್ಲಿ ಅವರು ನೂತನ ಘಟಕದ ಪ್ರಕ್ರಿಯೆಗಳನ್ನು ಪರಿಶೀಲಿಸಿದರು. ರಂಗಸನ್ಸ್ ಏರೋಸ್ಪೇಸ್ ಸಿಇಒ ಪವನ್ ರಂಗ, ಬೋಯಿಂಗ್ ಕಂಪನಿಯ ಹಿರಿಯ ಅಧಿಕಾರಿಗಳು ಉಪಸ್ಥಿತರಿದ್ದರು. [750, 350, 1103, 378]
odde-council-felicitation-photo[interactable] [760, 809, 1101, 920]
bullet-icon: ● [407, 1276, 418, 1290]
victim-photo-mother[interactable] [1127, 652, 1186, 715]
page-bottom-rule [0, 2398, 1508, 2399]
siddhartha-article-col1: ● ಸುದ್ದಿಮೂಲ ವಾರ್ತೆ, ತುಮಕೂರು, ಅ.29: ನಗರದ ಶ್ರೀ ಸಿದ್ಧಾರ್ಥ ವೈದ್ಯಕೀಯ ಮಹಾವಿದ್ಯಾಲಯ ಹಾಗೂ ಆಸ್ಪತ್ರೆಯಲ್ಲಿ ಒಳರೋಗಿಗಳಿಗೆ ಉಚಿತ ಆರೋಗ್ಯ ಸೇವೆಯನ್ನು ನೀಡಲಾಗುತ್ತಿದೆ. ಬಡವರಿಗೆ ಕೈಗೆ ಎಟುಕದ ವೈದ್ಯಕೀಯ ಸೇವೆಗಳನ್ನು ಸುಲಭವಾಗಿ ತಲುಪಿಸುವ ನಿಟ್ಟಿನಲ್ಲಿ ಆಸ್ಪತ್ರೆ ಈ ಸೇವೆ ಕಲ್ಪಿಸಿದೆ. [26, 2213, 322, 2280]
paragraph: ಈ ಸಂದರ್ಭದಲ್ಲಿ ಎಎಸ್ಐ ಹಾಗೂ ಸಿಬ್ಬಂದಿ, ಆಟೋ ಚಾಲಕರು ಮತ್ತು ಮಾಲೀಕರ ಸಂಘದ ಪದಾಧಿಕಾರಿಗಳು ಹಾಜರಿದ್ದರು. [1127, 1198, 1491, 1226]
paragraph: ನಗರದ ಎಸ್.ಎಸ್.ಪುರಂ ರಸ್ತೆಯಲ್ಲಿರುವ ಅಪ್ಪು ಮೆಸ್‌ನಲ್ಲಿ ಪವರ್ ಸ್ಟಾರ್ ಪುನೀತ್ ರಾಜಕುಮಾರ್ ಅವರ 4ನೇ ವರ್ಷದ ಪುಣ್ಯಸ್ಮರಣೆಯನ್ನು ಆಚರಿಸಲಾಯಿತು. ಅಪ್ಪು ಮೆಸ್ ಮಾಲೀಕ ನಾಗರಾಜು, ಡಾ. ರಾಜ್‌ಕುಮಾರ್ ಕುಟುಂಬದ ಬಗ್ಗೆ ಅಭಿಮಾನದಿಂದ ಮಾತನಾಡಿ, ಪುನೀತ್ ರಾಜ್‌ಕುಮಾರ್ ಅವರ ಪುಣ್ಯ ಸ್ಮರಣೆಯಂದು ಅವರ ಭಾವಚಿತ್ರಕ್ಕೆ ಪುಷ್ಪನಮನ ಸಲ್ಲಿಸಿ, ಅಭಿಮಾನಿಗಳಿಗೆ ಅನ್ನದಾಸೋಹ ಏರ್ಪಡಿಸಲಾಗಿತ್ತು. [407, 1294, 748, 1355]
page-number: 3 [1427, 64, 1463, 135]
appu-mess-article: ● ಸುದ್ದಿಮೂಲ ವಾರ್ತೆ, ತುಮಕೂರು, ಅ.29: ನಗರದ ಎಸ್.ಎಸ್.ಪುರಂ ರಸ್ತೆಯಲ್ಲಿರುವ ಅಪ್ಪು ಮೆಸ್‌ನಲ್ಲಿ ಪವರ್ ಸ್ಟಾರ್ ಪುನೀತ್ ರಾಜಕುಮಾರ್ ಅವರ 4ನೇ ವರ್ಷದ ಪುಣ್ಯಸ್ಮರಣೆಯನ್ನು ಆಚರಿಸಲಾಯಿತು. ಅಪ್ಪು ಮೆಸ್ ಮಾಲೀಕ ನಾಗರಾಜು, ಡಾ. ರಾಜ್‌ಕುಮಾರ್ ಕುಟುಂಬದ ಬಗ್ಗೆ ಅಭಿಮಾನದಿಂದ ಮಾತನಾಡಿ, ಪುನೀತ್ ರಾಜ್‌ಕುಮಾರ್ ಅವರ ಪುಣ್ಯ ಸ್ಮರಣೆಯಂದು ಅವರ ಭಾವಚಿತ್ರಕ್ಕೆ ಪುಷ್ಪನಮನ ಸಲ್ಲಿಸಿ, ಅಭಿಮಾನಿಗಳಿಗೆ ಅನ್ನದಾಸೋಹ ಏರ್ಪಡಿಸಲಾಗಿತ್ತು. [407, 1274, 748, 1357]
bullet-icon: ● [1127, 1049, 1138, 1062]
